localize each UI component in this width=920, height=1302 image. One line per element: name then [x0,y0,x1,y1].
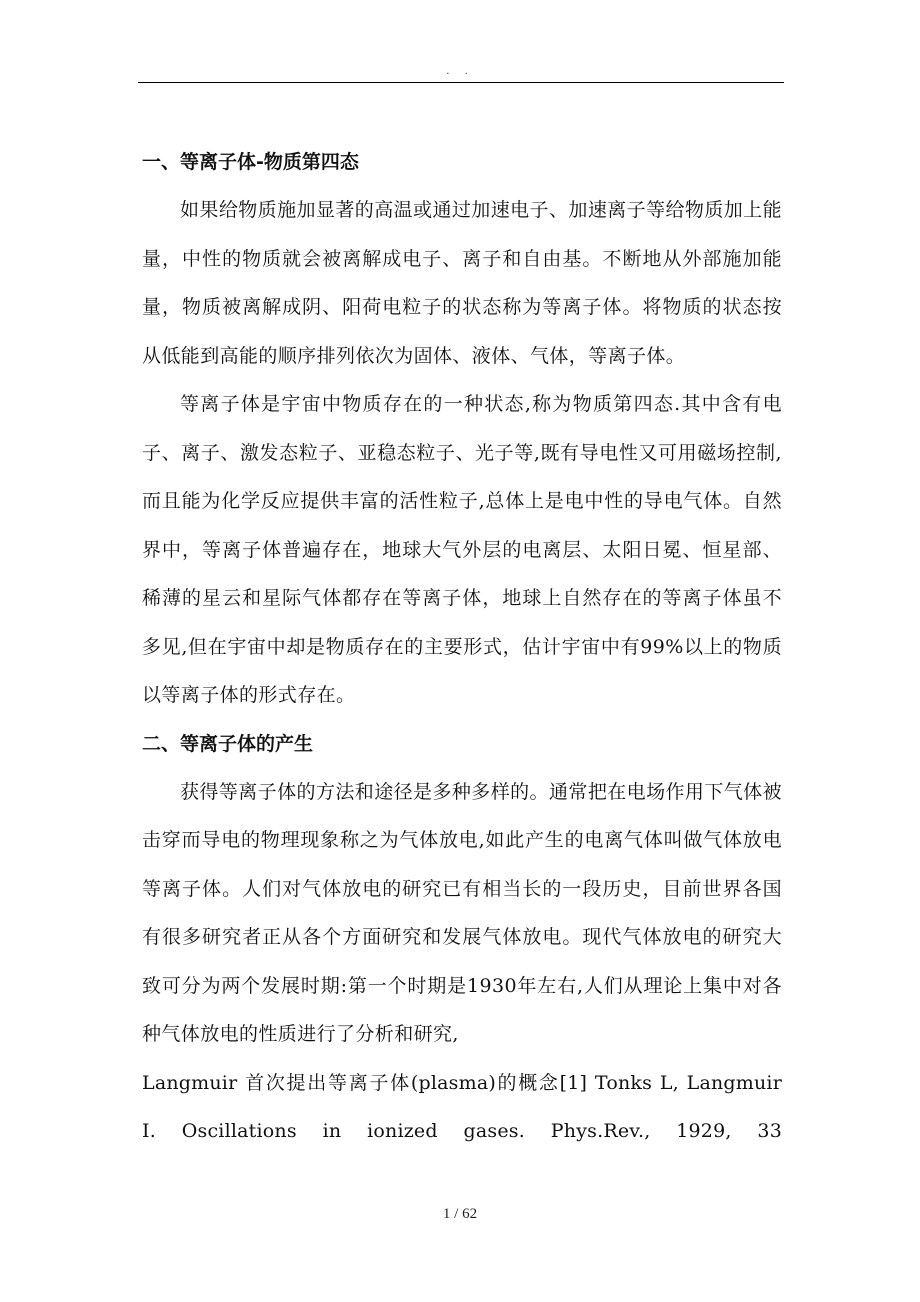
document-body [142,138,782,1156]
header-dots: . . [446,66,474,77]
page-number: 1 / 62 [442,1206,478,1222]
header-rule [138,82,784,83]
reference-line-2: I. Oscillations in ionized gases. Phys.Rev., 1929, 33 [142,1120,782,1142]
reference-line-1: Langmuir 首次提出等离子体(plasma)的概念[1] Tonks L, Langmuir [142,1071,782,1094]
section-heading-1: 一、等离子体-物质第四态 [142,151,359,173]
paragraph-1: 如果给物质施加显著的高温或通过加速电子、加速离子等给物质加上能量，中性的物质就会被离解成电子、离子和自由基。不断地从外部施加能量，物质被离解成阴、阳荷电粒子的状态称为等离子体。将物质的状态按从低能到高能的顺序排列依次为固体、液体、气体，等离子体。 [142,199,782,367]
paragraph-3: 获得等离子体的方法和途径是多种多样的。通常把在电场作用下气体被击穿而导电的物理现象称之为气体放电,如此产生的电离气体叫做气体放电等离子体。人们对气体放电的研究已有相当长的一段历史，目前世界各国有很多研究者正从各个方面研究和发展气体放电。现代气体放电的研究大致可分为两个发展时期:第一个时期是1930年左右,人们从理论上集中对各种气体放电的性质进行了分析和研究, [142,780,782,1045]
section-heading-2: 二、等离子体的产生 [142,732,314,755]
paragraph-2: 等离子体是宇宙中物质存在的一种状态,称为物质第四态.其中含有电子、离子、激发态粒子、亚稳态粒子、光子等,既有导电性又可用磁场控制,而且能为化学反应提供丰富的活性粒子,总体上是电中性的导电气体。自然界中，等离子体普遍存在，地球大气外层的电离层、太阳日冕、恒星部、稀薄的星云和星际气体都存在等离子体，地球上自然存在的等离子体虽不多见,但在宇宙中却是物质存在的主要形式，估计宇宙中有99%以上的物质以等离子体的形式存在。 [142,393,782,706]
